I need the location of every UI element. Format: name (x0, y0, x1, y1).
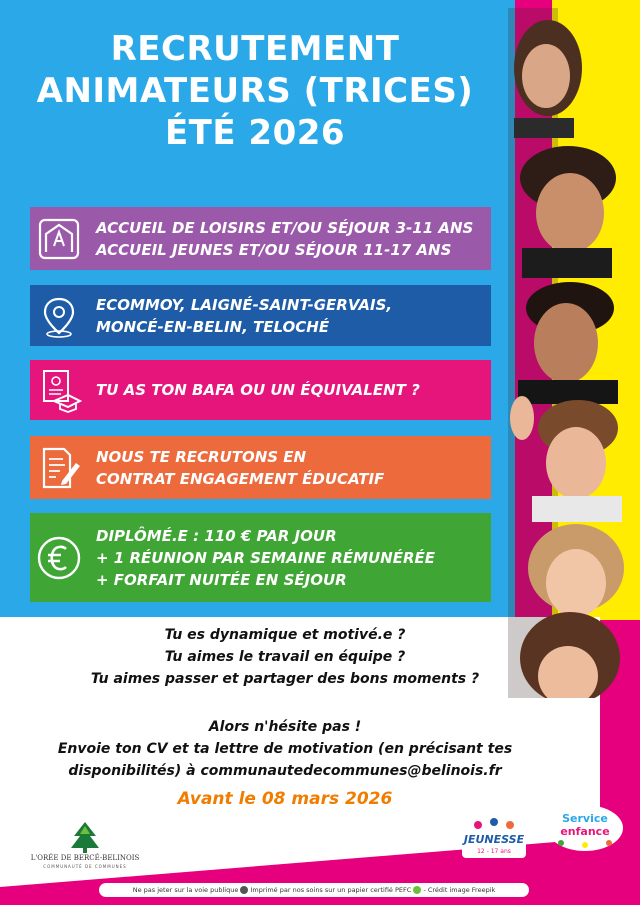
service-enfance-logo (545, 803, 625, 853)
box4-line-2: CONTRAT ENGAGEMENT ÉDUCATIF (96, 469, 385, 488)
oree-berce-belinois-logo (30, 820, 140, 870)
deadline-text: Avant le 08 mars 2026 (177, 789, 393, 809)
info-box-remuneration (30, 513, 491, 602)
question-3: Tu aimes passer et partager des bons moments ? (90, 671, 480, 687)
children-photo (508, 8, 640, 698)
jeunesse-logo (462, 813, 526, 858)
title-line-1: RECRUTEMENT (110, 29, 400, 69)
question-1: Tu es dynamique et motivé.e ? (164, 627, 406, 643)
box4-line-1: NOUS TE RECRUTONS EN (96, 447, 307, 466)
euro-coin-icon (36, 535, 82, 581)
box2-line-2: MONCÉ-EN-BELIN, TELOCHÉ (96, 317, 330, 336)
girl-top-face (514, 20, 582, 138)
call-to-action (20, 716, 550, 782)
footer-bar (99, 883, 529, 897)
cta-line-2: Envoie ton CV et ta lettre de motivation (en précisant tes (57, 741, 513, 757)
box5-line-1: DIPLÔMÉ.E : 110 € PAR JOUR (96, 526, 337, 545)
info-box-contrat (30, 436, 491, 499)
footer-pefc: Imprimé par nos soins sur un papier certifié PEFC (250, 886, 412, 894)
jeunesse-age: 12 - 17 ans (477, 848, 511, 855)
footer-no-litter: Ne pas jeter sur la voie publique (132, 886, 239, 894)
oree-logo-name: L'ORÉE DE BERCÉ-BELINOIS (30, 854, 140, 862)
footer-credit: - Crédit image Freepik (423, 886, 496, 894)
school-building-icon (36, 216, 82, 262)
diploma-certificate-icon (36, 367, 82, 413)
enfance-label: enfance (560, 825, 610, 838)
box1-line-2: ACCUEIL JEUNES ET/OU SÉJOUR 11-17 ANS (96, 240, 452, 259)
service-label: Service (562, 812, 608, 825)
box5-line-2: + 1 RÉUNION PAR SEMAINE RÉMUNÉRÉE (96, 548, 436, 567)
question-2: Tu aimes le travail en équipe ? (164, 649, 406, 665)
recycle-icon (240, 886, 248, 894)
questions-block (20, 624, 550, 690)
box5-line-3: + FORFAIT NUITÉE EN SÉJOUR (96, 570, 347, 589)
title-line-3: ÉTÉ 2026 (164, 113, 346, 153)
box2-line-1: ECOMMOY, LAIGNÉ-SAINT-GERVAIS, (96, 295, 393, 314)
box3-line-1: TU AS TON BAFA OU UN ÉQUIVALENT ? (96, 381, 420, 399)
cta-line-3: disponibilités) à communautedecommunes@belinois.fr (68, 763, 502, 779)
tree-icon (68, 820, 102, 854)
box1-line-1: ACCUEIL DE LOISIRS ET/OU SÉJOUR 3-11 ANS (96, 218, 474, 237)
info-box-bafa (30, 360, 491, 420)
info-box-communes (30, 285, 491, 346)
jeunesse-label: JEUNESSE (463, 833, 525, 846)
info-box-accueil (30, 207, 491, 270)
poster-title (20, 28, 490, 154)
contract-document-icon (36, 445, 82, 491)
title-line-2: ANIMATEURS (TRICES) (36, 71, 474, 111)
pefc-leaf-icon (413, 886, 421, 894)
location-pin-icon (36, 293, 82, 339)
cta-line-1: Alors n'hésite pas ! (208, 719, 362, 735)
oree-logo-subtitle: COMMUNAUTÉ DE COMMUNES (43, 864, 127, 869)
